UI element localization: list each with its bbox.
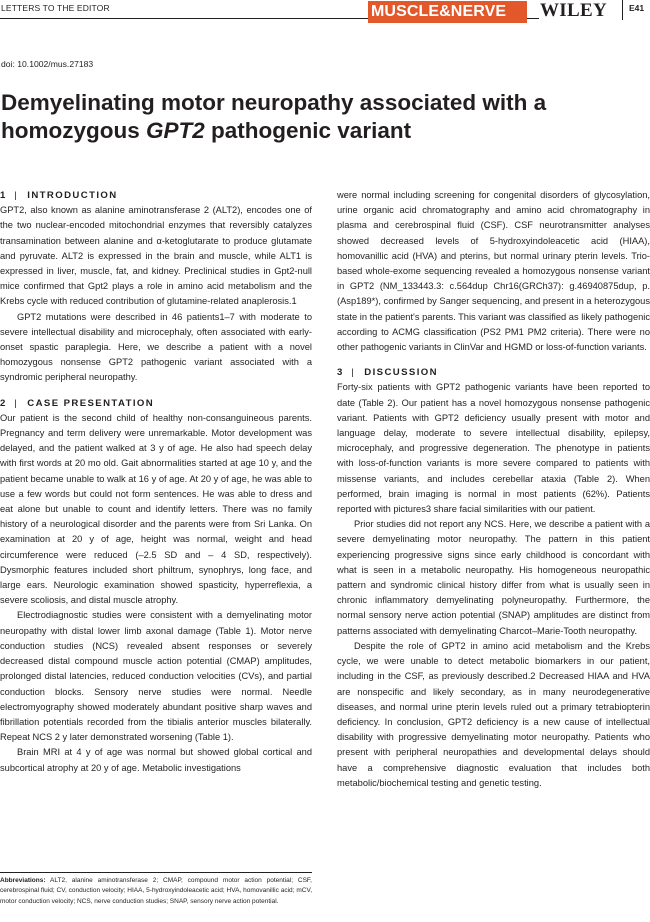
footnote-rule xyxy=(0,872,312,873)
discussion-paragraph-2: Prior studies did not report any NCS. Here, we describe a patient with a severe demyelinating motor neuropathy. The pattern in this patient experiencing progressive signs since early childhood is concordant with what is seen in a metabolic neuropathy. His homogeneous neuropathic pattern and syndromic clinical history differ from what is usually seen in chronic inflammatory demyelinating polyneuropathy. Furthermore, the normal sensory nerve action potential (SNAP) amplitudes are distinct from patterns associated with demyelinating Charcot–Marie-Tooth neuropathy. xyxy=(337,519,650,636)
discussion-paragraph-1: Forty-six patients with GPT2 pathogenic variants have been reported to date (Table 2). Our patient has a novel homozygous nonsense pathogenic variant. Patients with GPT2 deficiency usually present with motor and language delay, moderate to severe intellectual disability, epilepsy, microcephaly, and progressive degeneration. The phenotype in patients with loss-of-function variants is more severe compared to patients with missense variants, and includes cerebellar ataxia (Table 2). When performed, brain imaging is normal in most patients (62%). Patients reported with pictures3 share facial similarities with our patient. xyxy=(337,382,650,515)
page-number: E41 xyxy=(629,3,645,13)
right-column xyxy=(337,188,650,791)
section-heading-case: 2 | CASE PRESENTATION xyxy=(0,397,155,409)
left-column xyxy=(0,188,312,776)
discussion-paragraph-3: Despite the role of GPT2 in amino acid metabolism and the Krebs cycle, we were unable to detect metabolic biomarkers in our patient, including in the CSF, as previously described.2 Decreased HIAA and HVA are nonspecific and likely secondary, as in many neurodegenerative diseases, and normal urine pterin levels ruled out a primary tetrabiopterin deficiency. In conclusion, GPT2 deficiency is a new cause of intellectual disability with progressive demyelinating motor neuropathy. Patients who present with peripheral neuropathies and developmental delays should have a comprehensive diagnostic evaluation that includes both metabolic/biochemical testing and genetic testing. xyxy=(337,640,650,788)
publisher-logo: WILEY xyxy=(540,0,607,21)
case-paragraph-2: Electrodiagnostic studies were consistent with a demyelinating motor neuropathy with distal lower limb axonal damage (Table 1). Motor nerve conduction studies (NCS) revealed absent responses or severely decreased distal compound muscle action potential (CMAP) amplitudes, prolonged distal latencies, reduced conduction velocities (CVs), and partial conduction blocks. Sensory nerve studies were normal. Needle electromyography showed moderately abundant positive sharp waves and fibrillation potentials recorded from the tibialis anterior muscles bilaterally. Repeat NCS 2 y later demonstrated worsening (Table 1). xyxy=(0,610,312,743)
header-rule-short xyxy=(527,18,539,19)
header-divider xyxy=(622,0,623,20)
doi[interactable]: doi: 10.1002/mus.27183 xyxy=(1,59,94,69)
section-label: LETTERS TO THE EDITOR xyxy=(1,3,110,13)
title-line-2-pre: homozygous xyxy=(1,118,146,143)
intro-paragraph-2: GPT2 mutations were described in 46 patients1–7 with moderate to severe intellectual disability and microcephaly, often associated with early-onset spastic paraplegia. Here, we describe a patient with a novel homozygous nonsense GPT2 pathogenic variant associated with a syndromic peripheral neuropathy. xyxy=(0,311,312,383)
page-header xyxy=(0,0,650,22)
journal-logo: MUSCLE&NERVE xyxy=(368,1,527,23)
title-gene: GPT2 xyxy=(146,118,205,143)
abbreviations-footnote: Abbreviations: ALT2, alanine aminotransferase 2; CMAP, compound motor action potential; CSF, cerebrospinal fluid; CV, conduction velocity; HIAA, 5-hydroxyindoleacetic acid; HVA, homovanillic acid; mCV, motor conduction velocity; NCS, nerve conduction studies; SNAP, sensory nerve action potential. xyxy=(0,877,312,905)
section-heading-introduction: 1 | INTRODUCTION xyxy=(0,190,118,201)
case-paragraph-3: Brain MRI at 4 y of age was normal but showed global cortical and subcortical atrophy at 20 y of age. Metabolic investigations xyxy=(0,747,312,773)
title-line-2-post: pathogenic variant xyxy=(204,118,412,143)
intro-paragraph-1: GPT2, also known as alanine aminotransferase 2 (ALT2), encodes one of the two nuclear-encoded mitochondrial enzymes that reversibly catalyzes transamination between alanine and α-ketoglutarate to produce glutamate and pyruvate. ALT2 is expressed in the brain and muscle, while ALT1 is expressed in liver, muscle, fat, and kidney. Preclinical studies in Gpt2-null mice confirmed that Gpt2 plays a role in amino acid metabolism and the Krebs cycle with reduced contribution of glutamine-related anaplerosis.1 xyxy=(0,205,312,307)
section-heading-discussion: 3 | DISCUSSION xyxy=(337,367,438,379)
case-paragraph-1: Our patient is the second child of healthy non-consanguineous parents. Pregnancy and term delivery were unremarkable. Motor development was delayed, and the patient walked at 3 y of age. He also had speech delay with first words at 20 mo old. Gait abnormalities started at age 10 y, and the patient became unable to walk at 16 y of age. At 20 y of age, he was able to use a few words but could not form sentences. He was able to dress and eat alone but unable to count and identify letters. There was no family history of a neurological disorder and the parents were from Sri Lanka. On examination at 20 y of age, height was normal, weight and head circumference were reduced (–2.5 SD and – 4 SD, respectively). Dysmorphic features included short philtrum, synophrys, long face, and large ears. Neurologic examination showed spasticity, hyperreflexia, a severe scoliosis, and distal muscle atrophy. xyxy=(0,412,312,606)
header-rule xyxy=(0,18,368,19)
title-line-1: Demyelinating motor neuropathy associated with a xyxy=(1,90,547,115)
article-title xyxy=(1,89,621,145)
case-paragraph-continued: were normal including screening for congenital disorders of glycosylation, urine organic acid chromatography and amino acid chromatography in plasma and cerebrospinal fluid (CSF). CSF neurotransmitter analyses showed decreased levels of 5-hydroxyindoleacetic acid (HIAA), homovanillic acid (HVA) and pterins, but normal urinary pterin levels. Trio-based whole-exome sequencing revealed a homozygous nonsense variant in GPT2 (NM_133443.3: c.564dup Chr16(GRCh37): g.46940875dup, p.(Asp189*), confirmed by Sanger sequencing, and present in a heterozygous state in the patient's parents. This variant was classified as likely pathogenic according to ACMG classification (PS2 PM1 PM2 criteria). There were no other pathogenic variants in ClinVar and HGMD or loss-of-function variants. xyxy=(337,190,650,353)
